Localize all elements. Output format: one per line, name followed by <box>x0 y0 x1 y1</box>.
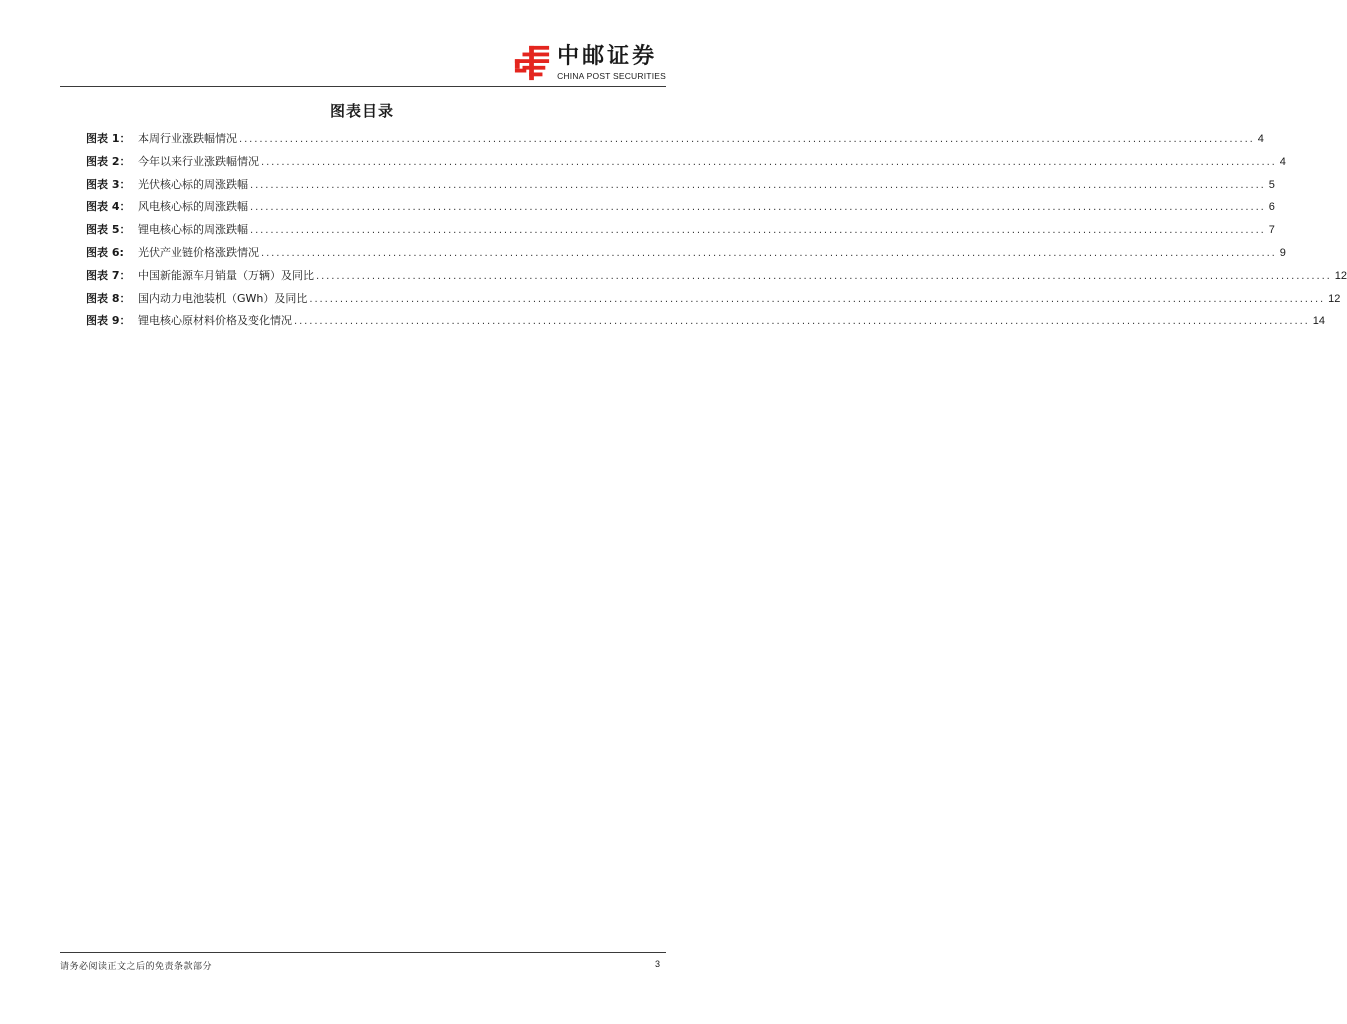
toc-entry-page: 14 <box>1312 315 1325 328</box>
company-logo <box>513 44 666 82</box>
toc-entry-label: 图表 6: <box>86 245 124 259</box>
toc-entry-label: 图表 3： <box>86 177 131 191</box>
toc-entry-label: 图表 7： <box>86 268 131 282</box>
toc-entry-page: 9 <box>1279 246 1286 259</box>
toc-entry-name: 风电核心标的周涨跌幅 <box>138 200 248 214</box>
logo-english-name: CHINA POST SECURITIES <box>557 71 666 81</box>
disclaimer-notice: 请务必阅读正文之后的免责条款部分 <box>60 962 213 972</box>
dot-leader: ........................................................................................................................................................................................................ <box>316 270 1332 282</box>
page-footer <box>60 952 666 977</box>
toc-entry[interactable] <box>86 128 1264 151</box>
china-post-logo-icon <box>513 44 551 82</box>
dot-leader: ........................................................................................................................................................................................................ <box>250 225 1266 237</box>
toc-entry-label: 图表 8： <box>86 291 131 305</box>
toc-entry-label: 图表 2： <box>86 154 131 168</box>
toc-entry-page: 12 <box>1334 269 1347 282</box>
toc-entry[interactable] <box>86 288 1341 311</box>
toc-entry-label: 图表 9： <box>86 314 131 328</box>
toc-entry[interactable] <box>86 265 1347 288</box>
toc-entry-page: 4 <box>1279 155 1286 168</box>
toc-entry[interactable] <box>86 196 1275 219</box>
toc-entry-label: 图表 4： <box>86 200 131 214</box>
toc-entry[interactable] <box>86 310 1325 333</box>
dot-leader: ........................................................................................................................................................................................................ <box>261 156 1277 168</box>
toc-entry[interactable] <box>86 174 1275 197</box>
toc-entry[interactable] <box>86 242 1286 265</box>
dot-leader: ........................................................................................................................................................................................................ <box>309 293 1326 305</box>
toc-entry[interactable] <box>86 151 1286 174</box>
toc-entry-page: 12 <box>1328 292 1341 305</box>
dot-leader: ........................................................................................................................................................................................................ <box>239 134 1255 145</box>
toc-entry-name: 中国新能源车月销量（万辆）及同比 <box>138 268 314 282</box>
logo-chinese-name: 中邮证券 <box>557 44 658 69</box>
toc-entry-name: 光伏产业链价格涨跌情况 <box>138 245 259 259</box>
table-of-figures <box>86 128 1347 333</box>
toc-entry-name: 锂电核心标的周涨跌幅 <box>138 223 248 237</box>
page-header <box>60 40 666 87</box>
toc-entry[interactable] <box>86 219 1275 242</box>
toc-entry-page: 4 <box>1257 133 1264 145</box>
toc-title: 图表目录 <box>329 102 394 120</box>
toc-entry-name: 国内动力电池装机（GWh）及同比 <box>138 291 308 305</box>
toc-entry-label: 图表 5： <box>86 223 131 237</box>
toc-entry-label: 图表 1： <box>86 132 131 145</box>
page-number: 3 <box>654 959 660 969</box>
toc-entry-page: 5 <box>1268 178 1275 191</box>
dot-leader: ........................................................................................................................................................................................................ <box>250 202 1266 214</box>
toc-entry-name: 本周行业涨跌幅情况 <box>138 132 237 145</box>
dot-leader: ........................................................................................................................................................................................................ <box>294 316 1310 328</box>
toc-entry-name: 今年以来行业涨跌幅情况 <box>138 154 259 168</box>
toc-entry-page: 7 <box>1268 224 1275 237</box>
toc-entry-name: 光伏核心标的周涨跌幅 <box>138 177 248 191</box>
dot-leader: ........................................................................................................................................................................................................ <box>261 247 1277 259</box>
toc-entry-page: 6 <box>1268 201 1275 214</box>
dot-leader: ........................................................................................................................................................................................................ <box>250 179 1266 191</box>
toc-entry-name: 锂电核心原材料价格及变化情况 <box>138 314 292 328</box>
